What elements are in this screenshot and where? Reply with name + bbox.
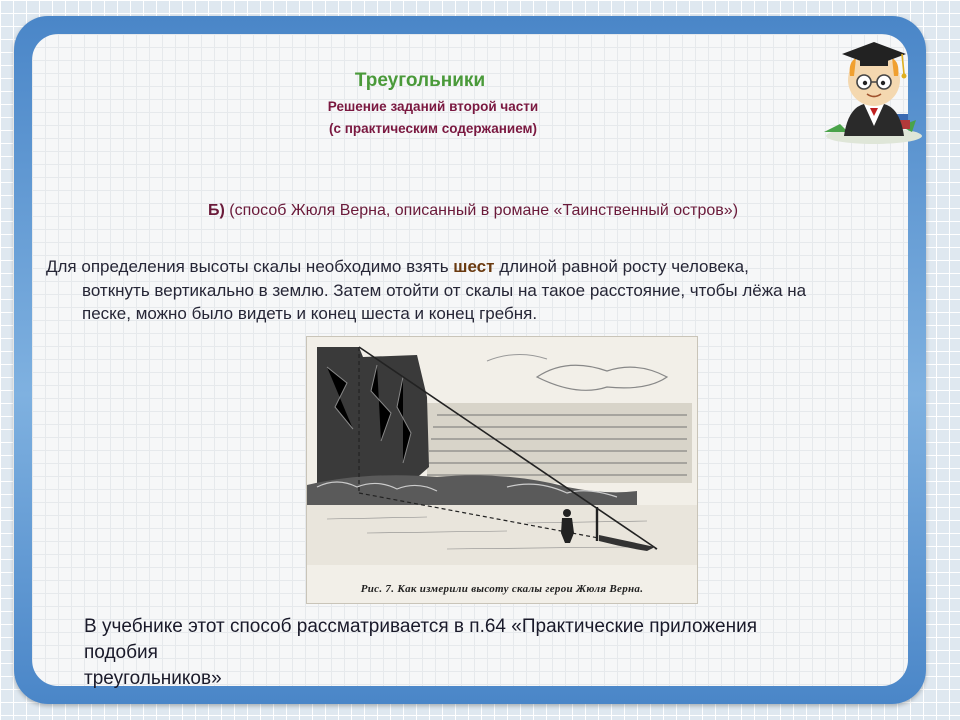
textbook-reference — [84, 614, 884, 692]
paragraph-line-3: песке, можно было видеть и конец шеста и конец гребня. — [82, 304, 538, 323]
paragraph-part-2: длиной равной росту человека, — [494, 257, 749, 276]
paragraph-part-1: Для определения высоты скалы необходимо взять — [46, 257, 454, 276]
slide-subtitle-1: Решение заданий второй части — [327, 99, 539, 114]
rock-measurement-illustration — [306, 336, 698, 604]
paragraph-line-1 — [46, 255, 908, 279]
footer-line-3: треугольников» — [84, 668, 222, 689]
highlight-word: шест — [453, 257, 495, 276]
solution-variant — [0, 202, 946, 220]
figure-caption: Рис. 7. Как измерили высоту скалы герои Жюля Верна. — [360, 583, 644, 595]
instruction-paragraph — [46, 255, 908, 326]
graduate-mascot-icon — [804, 36, 924, 146]
slide-subtitle-2: (с практическим содержанием) — [328, 121, 538, 136]
footer-line-1: В учебнике этот способ рассматривается в п.64 «Практические приложения — [84, 616, 758, 637]
slide-title: Треугольники — [354, 70, 486, 91]
footer-line-2: подобия — [84, 642, 158, 663]
variant-text: (способ Жюля Верна, описанный в романе «Таинственный остров») — [224, 202, 739, 219]
variant-label: Б) — [207, 202, 225, 219]
paragraph-line-2: воткнуть вертикально в землю. Затем отойти от скалы на такое расстояние, чтобы лёжа на — [82, 280, 807, 300]
